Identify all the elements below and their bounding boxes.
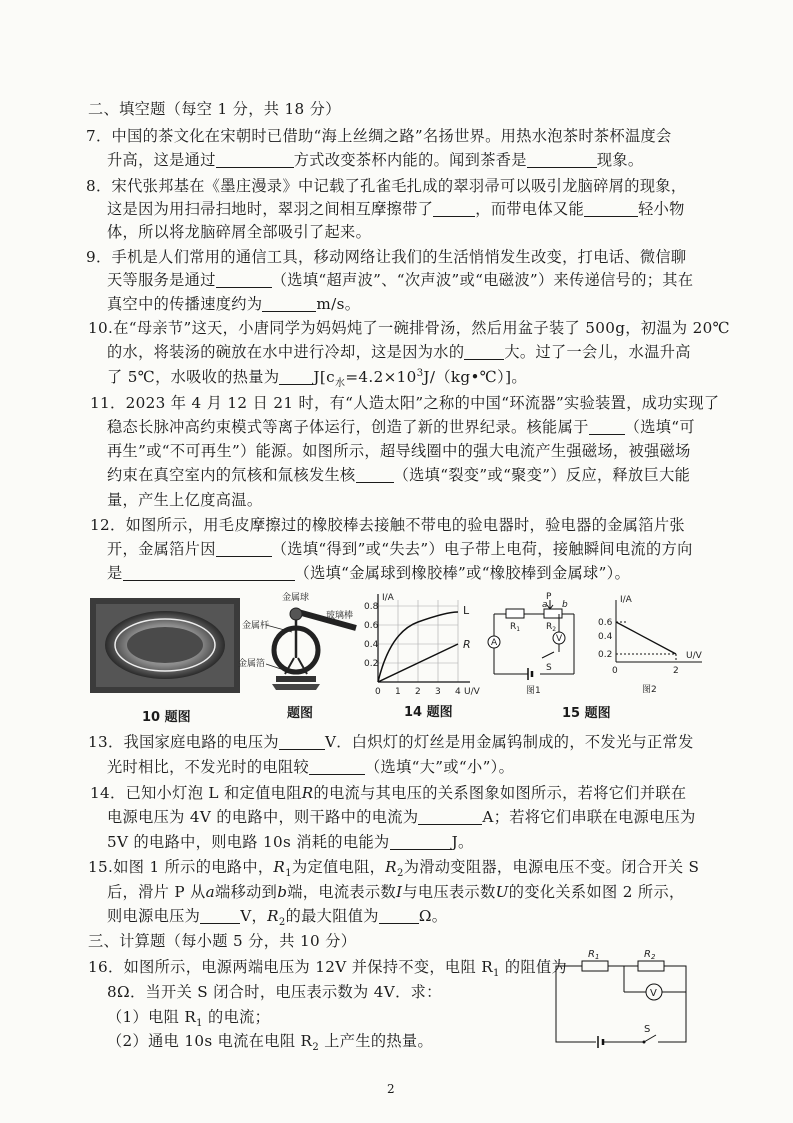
q14-line2: 电源电压为 4V 的电路中，则干路中的电流为 A；若将它们串联在电源电压为 xyxy=(107,808,696,826)
chart15-xtick: 2 xyxy=(673,666,679,676)
q9-blank2[interactable] xyxy=(262,296,316,312)
q8-blank1[interactable] xyxy=(433,201,475,217)
tokamak-photo xyxy=(90,598,240,693)
q9-line2: 天等服务是通过 （选填“超声波”、“次声波”或“电磁波”）来传递信号的；其在 xyxy=(107,271,694,289)
iu-chart-15-fig2 xyxy=(594,592,704,700)
label-metal-rod: 金属杆 xyxy=(242,621,270,631)
q12-blank2[interactable] xyxy=(123,565,295,581)
circuit16-r1: $R_1$ xyxy=(588,949,600,961)
q11-line5: 量，产生上亿度高温。 xyxy=(107,491,263,509)
q15-blank2[interactable] xyxy=(379,908,419,924)
fig12-caption: 题图 xyxy=(287,706,314,721)
chart14-xtick: 1 xyxy=(395,687,401,697)
q14-blank2[interactable] xyxy=(390,834,452,850)
q16-line4: （2）通电 10s 电流在电阻 $R_2$ 上产生的热量。 xyxy=(107,1032,434,1054)
q8-line3: 体，所以将龙脑碎屑全部吸引了起来。 xyxy=(107,223,372,241)
chart15-ytick: 0.4 xyxy=(598,632,613,642)
label-metal-ball: 金属球 xyxy=(282,593,310,603)
q11-line1: 11．2023 年 4 月 12 日 21 时，有“人造太阳”之称的中国“环流器”实验装置，成功实现了 xyxy=(90,394,720,412)
q16-line1: 16．如图所示，电源两端电压为 12V 并保持不变，电阻 $R_1$ 的阻值为 xyxy=(88,958,568,980)
chart15-caption: 图2 xyxy=(642,685,657,695)
q11-blank1[interactable] xyxy=(589,419,625,435)
q15-blank1[interactable] xyxy=(200,908,240,924)
ammeter-icon: A xyxy=(491,638,498,648)
circuit16-switch-label: S xyxy=(644,1024,651,1035)
chart14-xtick: 3 xyxy=(435,687,441,697)
circuit15-caption: 图1 xyxy=(526,686,541,696)
q14-line1: 14．已知小灯泡 L 和定值电阻R的电流与其电压的关系图象如图所示，若将它们并联在 xyxy=(90,784,687,802)
chart15-xlabel: U/V xyxy=(686,651,702,661)
chart14-xlabel: U/V xyxy=(464,687,480,697)
q10-blank1[interactable] xyxy=(464,344,504,360)
q10-line1: 10.在“母亲节”这天，小唐同学为妈妈炖了一碗排骨汤，然后用盆子装了 500g，初温为 20℃ xyxy=(88,319,730,337)
chart14-label-L: L xyxy=(463,604,470,617)
circuit-16 xyxy=(548,944,698,1054)
q14-line3: 5V 的电路中，则电路 10s 消耗的电能为 J。 xyxy=(107,833,474,851)
q11-line4: 约束在真空室内的氘核和氚核发生核 （选填“裂变”或“聚变”）反应，释放巨大能 xyxy=(107,466,691,484)
q12-line3: 是 （选填“金属球到橡胶棒”或“橡胶棒到金属球”）。 xyxy=(107,564,631,582)
circuit15-b: b xyxy=(562,600,568,610)
chart14-ylabel: I/A xyxy=(382,593,394,603)
chart14-xtick: 2 xyxy=(415,687,421,697)
iu-chart-14 xyxy=(360,592,482,700)
q9-blank1[interactable] xyxy=(216,272,272,288)
q7-blank2[interactable] xyxy=(527,152,597,168)
q10-blank2[interactable] xyxy=(279,369,313,385)
q10-line2: 的水，将装汤的碗放在水中进行冷却，这是因为水的 大。过了一会儿，水温升高 xyxy=(107,343,691,361)
page-number: 2 xyxy=(387,1082,395,1096)
q15-line2: 后，滑片 P 从a端移动到b端，电流表示数I与电压表示数U的变化关系如图 2 所示， xyxy=(107,883,685,901)
q7-line1: 7．中国的茶文化在宋朝时已借助“海上丝绸之路”名扬世界。用热水泡茶时茶杯温度会 xyxy=(86,127,672,145)
q13-line2: 光时相比，不发光时的电阻较 （选填“大”或“小”）。 xyxy=(107,758,515,776)
chart14-xtick: 0 xyxy=(375,687,381,697)
q13-line1: 13．我国家庭电路的电压为 V．白炽灯的灯丝是用金属钨制成的，不发光与正常发 xyxy=(88,733,694,751)
circuit15-s: S xyxy=(546,663,552,673)
q9-line1: 9．手机是人们常用的通信工具，移动网络让我们的生活悄悄发生改变，打电话、微信聊 xyxy=(86,248,687,266)
q12-line2: 开，金属箔片因 （选填“得到”或“失去”）电子带上电荷，接触瞬间电流的方向 xyxy=(107,540,693,558)
label-glass-rod: 玻璃棒 xyxy=(326,611,354,621)
section-heading-fill-blank: 二、填空题（每空 1 分，共 18 分） xyxy=(88,100,341,118)
fig15-caption: 15 题图 xyxy=(562,706,611,721)
circuit16-r2: $R_2$ xyxy=(644,949,656,961)
label-metal-foil: 金属箔 xyxy=(238,659,266,669)
circuit15-r2: $R_2$ xyxy=(546,622,557,633)
q11-line2: 稳态长脉冲高约束模式等离子体运行，创造了新的世界纪录。核能属于 （选填“可 xyxy=(107,418,695,436)
chart15-ytick: 0.6 xyxy=(598,618,613,628)
q15-line1: 15.如图 1 所示的电路中，$R_1$为定值电阻，$R_2$为滑动变阻器，电源电压不变。闭合开关 S xyxy=(88,858,700,880)
q16-line3: （1）电阻 $R_1$ 的电流； xyxy=(107,1008,271,1030)
q7-line2: 升高，这是通过 方式改变茶杯内能的。闻到茶香是 现象。 xyxy=(107,151,644,169)
chart14-xtick: 4 xyxy=(455,687,461,697)
chart15-ylabel: I/A xyxy=(620,595,632,605)
fig14-caption: 14 题图 xyxy=(404,705,453,720)
q16-line2: 8Ω．当开关 S 闭合时，电压表示数为 4V．求： xyxy=(107,983,442,1001)
chart14-ytick: 0.4 xyxy=(364,640,379,650)
section-heading-calculation: 三、计算题（每小题 5 分，共 10 分） xyxy=(88,932,357,950)
circuit15-p: P xyxy=(546,592,552,602)
circuit15-r1: $R_1$ xyxy=(510,622,521,633)
circuit-15-fig1 xyxy=(484,592,584,700)
q14-blank1[interactable] xyxy=(418,809,482,825)
q13-blank2[interactable] xyxy=(309,759,365,775)
q8-blank2[interactable] xyxy=(584,201,638,217)
circuit15-a: a xyxy=(542,600,548,610)
q10-line3: 了 5℃，水吸收的热量为 $J[c_水=4.2\times 10^3J/(kg•℃)]$。 xyxy=(107,367,527,390)
chart14-ytick: 0.6 xyxy=(364,621,379,631)
q8-line2: 这是因为用扫帚扫地时，翠羽之间相互摩擦带了 ，而带电体又能 轻小物 xyxy=(107,200,685,218)
voltmeter-icon: V xyxy=(650,988,657,999)
q8-line1: 8．宋代张邦基在《墨庄漫录》中记载了孔雀毛扎成的翠羽帚可以吸引龙脑碎屑的现象， xyxy=(86,177,687,195)
chart14-ytick: 0.8 xyxy=(364,602,379,612)
chart15-ytick: 0.2 xyxy=(598,650,613,660)
q11-blank2[interactable] xyxy=(356,467,394,483)
electroscope-diagram xyxy=(236,592,366,702)
fig10-caption: 10 题图 xyxy=(142,710,191,725)
chart14-ytick: 0.2 xyxy=(364,659,379,669)
q15-line3: 则电源电压为 V，$R_2$的最大阻值为 Ω。 xyxy=(107,907,448,929)
q11-line3: 再生”或“不可再生”）能源。如图所示，超导线圈中的强大电流产生强磁场，被强磁场 xyxy=(107,442,691,460)
q9-line3: 真空中的传播速度约为 m/s。 xyxy=(107,295,361,313)
q13-blank1[interactable] xyxy=(279,734,325,750)
q12-line1: 12．如图所示，用毛皮摩擦过的橡胶棒去接触不带电的验电器时，验电器的金属箔片张 xyxy=(90,516,685,534)
chart14-label-R: R xyxy=(463,638,471,651)
q12-blank1[interactable] xyxy=(216,541,272,557)
chart15-xtick: 0 xyxy=(612,666,618,676)
voltmeter-icon: V xyxy=(556,634,563,644)
q7-blank1[interactable] xyxy=(216,152,294,168)
